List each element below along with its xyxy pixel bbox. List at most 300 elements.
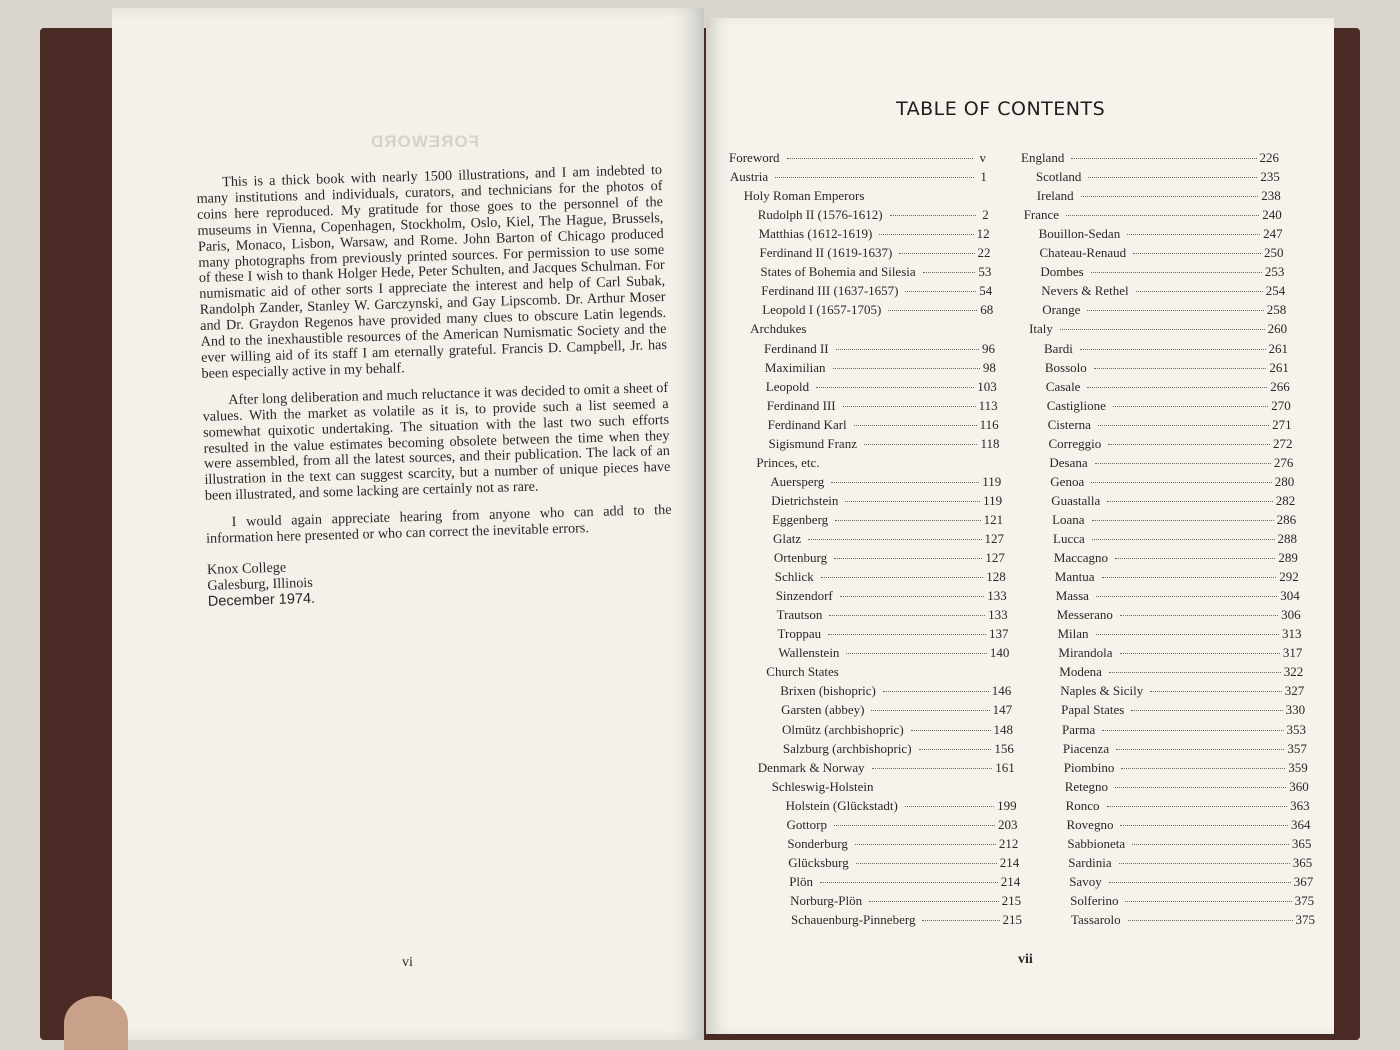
- toc-entry-page: 359: [1288, 759, 1308, 775]
- toc-leader-dots: [1094, 368, 1267, 369]
- toc-entry: [1045, 360, 1289, 376]
- toc-entry-label: Ferdinand III (1637-1657): [761, 283, 899, 299]
- toc-entry: [744, 188, 988, 204]
- toc-leader-dots: [1096, 596, 1277, 597]
- toc-entry: [1051, 493, 1295, 509]
- toc-entry-page: 289: [1278, 550, 1298, 566]
- toc-entry-page: 53: [978, 264, 992, 280]
- toc-entry-page: 238: [1261, 188, 1281, 204]
- toc-entry-page: 1: [980, 169, 987, 185]
- toc-entry-page: 133: [987, 588, 1007, 604]
- toc-leader-dots: [1092, 520, 1274, 521]
- toc-entry-label: Nevers & Rethel: [1041, 283, 1129, 299]
- toc-leader-dots: [1120, 653, 1280, 654]
- toc-entry: [766, 379, 997, 395]
- toc-entry-page: 375: [1295, 912, 1315, 927]
- toc-entry: [768, 417, 999, 433]
- toc-entry-page: 113: [978, 397, 998, 413]
- toc-leader-dots: [835, 520, 980, 521]
- toc-entry: [1063, 741, 1307, 757]
- toc-entry-page: 215: [1002, 912, 1022, 927]
- toc-leader-dots: [1150, 691, 1281, 692]
- toc-entry-label: Ferdinand III: [766, 397, 836, 413]
- toc-entry-page: 282: [1275, 492, 1296, 508]
- toc-entry-label: States of Bohemia and Silesia: [760, 264, 916, 280]
- toc-entry-page: 146: [991, 683, 1012, 699]
- toc-leader-dots: [1116, 749, 1284, 750]
- toc-leader-dots: [1108, 444, 1270, 445]
- toc-leader-dots: [1091, 272, 1262, 273]
- toc-leader-dots: [1120, 825, 1288, 826]
- toc-entry: [1024, 207, 1282, 223]
- toc-entry: [767, 398, 998, 414]
- toc-entry-page: 214: [999, 854, 1020, 870]
- toc-entry-page: 215: [1001, 892, 1022, 908]
- toc-leader-dots: [888, 310, 977, 311]
- toc-entry: [772, 512, 1003, 528]
- toc-entry: [1050, 474, 1294, 490]
- toc-entry: [1052, 512, 1296, 528]
- toc-entry-label: Bardi: [1044, 340, 1073, 356]
- toc-leader-dots: [890, 215, 976, 216]
- toc-entry-page: 253: [1264, 264, 1285, 280]
- toc-entry-page: 266: [1270, 378, 1290, 394]
- toc-entry-label: Genoa: [1050, 473, 1085, 489]
- toc-entry-label: Holstein (Glückstadt): [785, 797, 898, 813]
- toc-leader-dots: [820, 882, 998, 883]
- toc-entry: [771, 493, 1002, 509]
- toc-title: TABLE OF CONTENTS: [896, 98, 1106, 120]
- toc-entry-page: 121: [983, 511, 1004, 527]
- toc-leader-dots: [808, 539, 981, 540]
- toc-leader-dots: [840, 596, 984, 597]
- toc-entry-label: Holy Roman Emperors: [743, 188, 865, 204]
- toc-entry-label: Naples & Sicily: [1060, 683, 1144, 699]
- toc-entry-label: Messerano: [1056, 607, 1113, 623]
- toc-entry-label: Trautson: [776, 607, 823, 623]
- toc-entry-label: Ferdinand Karl: [767, 416, 847, 432]
- toc-leader-dots: [834, 558, 982, 559]
- toc-leader-dots: [899, 253, 974, 254]
- toc-entry-page: v: [979, 150, 986, 165]
- toc-entry-label: Sardinia: [1068, 854, 1112, 870]
- toc-leader-dots: [1136, 291, 1263, 292]
- toc-entry-page: 367: [1293, 873, 1314, 889]
- toc-leader-dots: [836, 349, 979, 350]
- signoff-line-2: Galesburg, Illinois: [207, 574, 313, 594]
- toc-entry-page: 270: [1271, 397, 1291, 413]
- toc-entry-page: 363: [1290, 797, 1310, 813]
- toc-entry-page: 272: [1273, 435, 1293, 451]
- toc-entry-label: Maximilian: [764, 359, 826, 375]
- toc-leader-dots: [855, 844, 996, 845]
- toc-entry: [758, 207, 989, 223]
- toc-entry-label: Ferdinand II (1619-1637): [759, 245, 893, 261]
- toc-entry-label: Milan: [1057, 626, 1089, 642]
- toc-entry-label: Salzburg (archbishopric): [782, 740, 912, 756]
- toc-entry-label: Rovegno: [1066, 816, 1114, 832]
- toc-entry-page: 148: [993, 721, 1013, 737]
- toc-entry-page: 317: [1282, 645, 1303, 661]
- toc-entry: [1039, 226, 1283, 242]
- toc-entry-page: 261: [1268, 340, 1288, 356]
- toc-entry-label: Church States: [766, 664, 839, 680]
- toc-entry-page: 235: [1260, 169, 1280, 185]
- toc-entry: [750, 321, 994, 337]
- toc-entry: [1029, 321, 1287, 337]
- toc-entry: [1042, 302, 1286, 318]
- toc-entry: [1047, 398, 1291, 414]
- toc-entry: [760, 264, 991, 280]
- toc-entry: [1061, 702, 1305, 718]
- toc-entry: [769, 436, 1000, 452]
- toc-entry-page: 357: [1287, 740, 1307, 756]
- toc-entry-page: 375: [1294, 892, 1315, 908]
- toc-leader-dots: [1088, 177, 1257, 178]
- toc-leader-dots: [1071, 158, 1256, 159]
- toc-entry-page: 322: [1283, 664, 1304, 680]
- toc-entry: [783, 741, 1014, 757]
- toc-entry-page: 280: [1274, 473, 1295, 489]
- toc-entry-label: Brixen (bishopric): [780, 683, 876, 699]
- toc-entry-page: 119: [983, 492, 1003, 508]
- toc-leader-dots: [1087, 310, 1263, 311]
- toc-entry-label: Ireland: [1036, 188, 1074, 204]
- toc-entry-label: Sabbioneta: [1067, 835, 1126, 851]
- toc-leader-dots: [1113, 406, 1268, 407]
- toc-entry: [1068, 855, 1312, 871]
- page-number-right: vii: [1018, 952, 1033, 967]
- toc-entry: [1049, 455, 1293, 471]
- toc-entry: [777, 607, 1008, 623]
- toc-entry-label: Guastalla: [1051, 492, 1101, 508]
- toc-leader-dots: [1080, 349, 1266, 350]
- toc-entry: [1044, 341, 1288, 357]
- toc-entry: [1049, 436, 1293, 452]
- toc-entry-label: Lucca: [1053, 531, 1085, 546]
- toc-entry-label: Gottorp: [786, 816, 827, 832]
- toc-entry-label: Massa: [1055, 588, 1089, 604]
- toc-entry-label: Ortenburg: [773, 550, 828, 566]
- toc-entry: [789, 874, 1020, 890]
- toc-entry-page: 212: [998, 835, 1019, 851]
- toc-leader-dots: [854, 425, 977, 426]
- toc-leader-dots: [883, 691, 989, 692]
- toc-entry-page: 214: [1000, 873, 1021, 889]
- thumb: [64, 996, 128, 1050]
- toc-entry-page: 292: [1279, 569, 1299, 585]
- toc-entry: [775, 569, 1006, 585]
- toc-entry: [1062, 722, 1306, 738]
- toc-entry-label: Maccagno: [1053, 550, 1109, 566]
- toc-entry-label: Ronco: [1065, 797, 1100, 813]
- toc-leader-dots: [1120, 615, 1278, 616]
- foreword-text: [196, 163, 674, 610]
- toc-entry: [791, 912, 1022, 928]
- toc-entry: [759, 226, 990, 242]
- toc-entry: [772, 779, 1016, 795]
- toc-entry: [730, 169, 987, 185]
- toc-entry: [1048, 417, 1292, 433]
- toc-entry: [1059, 664, 1303, 680]
- toc-entry-label: Troppau: [777, 626, 822, 642]
- toc-entry-label: Loana: [1052, 511, 1085, 527]
- toc-entry: [787, 836, 1018, 852]
- toc-entry-label: Dietrichstein: [771, 492, 839, 508]
- toc-entry-page: 306: [1281, 607, 1301, 623]
- toc-entry-page: 140: [989, 645, 1010, 661]
- toc-entry-page: 260: [1267, 321, 1288, 337]
- toc-entry-page: 365: [1292, 854, 1313, 870]
- toc-entry-page: 288: [1277, 531, 1297, 546]
- toc-entry-label: Leopold: [765, 378, 810, 394]
- toc-entry: [782, 722, 1013, 738]
- toc-entry: [729, 150, 986, 166]
- toc-leader-dots: [1132, 844, 1289, 845]
- toc-leader-dots: [845, 501, 980, 502]
- toc-entry-page: 364: [1291, 816, 1311, 832]
- toc-entry-page: 330: [1285, 702, 1306, 718]
- toc-leader-dots: [1119, 863, 1290, 864]
- toc-entry: [773, 531, 1004, 547]
- toc-entry: [1040, 245, 1284, 261]
- toc-entry-label: Correggio: [1048, 435, 1102, 451]
- toc-entry-label: Scotland: [1035, 169, 1082, 185]
- toc-entry: [1041, 283, 1285, 299]
- toc-leader-dots: [846, 653, 986, 654]
- toc-entry: [778, 645, 1009, 661]
- toc-entry-label: Parma: [1062, 721, 1096, 737]
- toc-entry: [788, 855, 1019, 871]
- ghost-heading: FOREWORD: [370, 132, 480, 151]
- toc-entry-page: 226: [1259, 150, 1279, 165]
- toc-entry-page: 156: [994, 740, 1014, 756]
- toc-entry-page: 22: [977, 245, 991, 261]
- toc-leader-dots: [879, 234, 973, 235]
- toc-entry-label: Garsten (abbey): [781, 702, 865, 718]
- toc-entry-label: Schleswig-Holstein: [771, 778, 874, 794]
- toc-entry: [776, 588, 1007, 604]
- toc-entry-page: 118: [980, 435, 1000, 451]
- toc-leader-dots: [905, 291, 976, 292]
- toc-leader-dots: [816, 387, 974, 388]
- toc-entry-label: Foreword: [729, 150, 780, 165]
- toc-leader-dots: [1095, 463, 1271, 464]
- toc-entry-page: 365: [1291, 835, 1312, 851]
- toc-leader-dots: [1109, 882, 1291, 883]
- toc-entry-page: 286: [1276, 511, 1297, 527]
- foreword-paragraph-3: I would again appreciate hearing from anyone who can add to the information here presented or who can correct the inevitable errors.: [205, 501, 672, 547]
- toc-entry: [1071, 912, 1315, 928]
- toc-entry-label: Denmark & Norway: [757, 759, 865, 775]
- toc-leader-dots: [1133, 253, 1261, 254]
- toc-entry: [1040, 264, 1284, 280]
- toc-entry-label: Modena: [1059, 664, 1102, 680]
- toc-entry-label: Auersperg: [770, 473, 825, 489]
- toc-entry-page: 116: [979, 416, 999, 432]
- toc-entry: [1057, 607, 1301, 623]
- toc-leader-dots: [1125, 901, 1291, 902]
- toc-leader-dots: [1115, 787, 1286, 788]
- toc-entry-page: 313: [1282, 626, 1302, 642]
- toc-entry: [786, 798, 1017, 814]
- toc-leader-dots: [775, 177, 974, 178]
- toc-leader-dots: [1087, 387, 1267, 388]
- toc-leader-dots: [869, 901, 999, 902]
- toc-entry-page: 203: [998, 816, 1018, 832]
- toc-entry-page: 54: [979, 283, 993, 299]
- toc-leader-dots: [1091, 482, 1272, 483]
- toc-leader-dots: [1102, 577, 1277, 578]
- toc-entry: [1055, 569, 1299, 585]
- toc-entry: [1070, 893, 1314, 909]
- toc-leader-dots: [1060, 329, 1265, 330]
- toc-entry: [758, 760, 1015, 776]
- toc-entry-label: Dombes: [1040, 264, 1084, 280]
- toc-leader-dots: [911, 730, 991, 731]
- toc-entry-page: 12: [976, 226, 990, 242]
- toc-entry-label: Bossolo: [1044, 359, 1087, 375]
- toc-entry-page: 161: [995, 759, 1015, 775]
- toc-entry: [765, 360, 996, 376]
- toc-leader-dots: [833, 368, 980, 369]
- toc-entry-label: Bouillon-Sedan: [1038, 226, 1121, 242]
- toc-entry-page: 360: [1289, 778, 1309, 794]
- toc-entry-page: 96: [982, 340, 995, 356]
- toc-leader-dots: [856, 863, 997, 864]
- toc-entry: [1066, 798, 1310, 814]
- toc-entry: [1067, 836, 1311, 852]
- toc-entry: [1056, 588, 1300, 604]
- toc-entry-label: Princes, etc.: [756, 454, 820, 470]
- toc-entry-label: Plön: [789, 873, 814, 889]
- toc-leader-dots: [828, 634, 986, 635]
- toc-entry-page: 258: [1266, 302, 1287, 318]
- toc-entry-label: Schlick: [774, 569, 814, 585]
- toc-entry-page: 147: [992, 702, 1013, 718]
- toc-entry-page: 261: [1269, 359, 1289, 375]
- toc-entry-page: 2: [982, 207, 989, 223]
- toc-leader-dots: [1131, 710, 1282, 711]
- toc-entry-page: 250: [1264, 245, 1284, 261]
- toc-entry: [762, 302, 993, 318]
- toc-leader-dots: [1107, 501, 1272, 502]
- toc-entry: [787, 817, 1018, 833]
- toc-entry: [761, 283, 992, 299]
- toc-entry-label: Wallenstein: [778, 645, 840, 661]
- toc-entry: [1064, 760, 1308, 776]
- toc-entry-label: Orange: [1042, 302, 1081, 318]
- toc-entry-page: 327: [1284, 683, 1305, 699]
- toc-leader-dots: [1081, 196, 1259, 197]
- toc-leader-dots: [1092, 539, 1275, 540]
- toc-entry-label: Castiglione: [1046, 397, 1106, 413]
- toc-entry: [1058, 626, 1302, 642]
- toc-entry: [1067, 817, 1311, 833]
- foreword-paragraph-1: This is a thick book with nearly 1500 illustrations, and I am indebted to many institutions and individuals, curators, and technicians for the photos of coins here reproduced. My gratitude for those goes to the personnel of the museums in Vienna, Copenhagen, Stockholm, Oslo, Kiel, The Hague, Brussels, Paris, Monaco, Lisbon, Warsaw, and Rome. John Barton of Chicago produced many photographs from previously printed sources. For permission to use some of these I wish to thank Holger Hede, Peter Schulten, and Jacques Schulman. For numismatic aid of other sorts I appreciate the interest and help of Carl Subak, Randolph Zander, Stanley W. Garczynski, and Gay Lipscomb. Dr. Arthur Moser and Dr. Graydon Regenos have provided many clues to obscure Latin legends. And to the inexhaustible resources of the American Numismatic Society and the ever willing aid of its staff I am eternally grateful. Francis D. Campbell, Jr. has been especially active in my behalf.: [196, 161, 668, 382]
- toc-leader-dots: [1096, 634, 1279, 635]
- toc-entry: [781, 702, 1012, 718]
- toc-entry: [764, 341, 995, 357]
- toc-entry: [774, 550, 1005, 566]
- toc-entry-label: Leopold I (1657-1705): [762, 302, 882, 318]
- toc-entry-page: 240: [1262, 207, 1282, 223]
- toc-entry-label: Matthias (1612-1619): [758, 226, 873, 242]
- toc-entry-page: 137: [989, 626, 1009, 642]
- toc-entry-page: 254: [1265, 283, 1286, 299]
- toc-entry: [1069, 874, 1313, 890]
- toc-entry-label: Solferino: [1070, 892, 1119, 908]
- toc-leader-dots: [923, 272, 976, 273]
- toc-entry: [1058, 645, 1302, 661]
- foreword-paragraph-2: After long deliberation and much reluctance it was decided to omit a sheet of values. With the market as volatile as it is, to provide such a list seemed a somewhat quixotic undertaking. The situation with the last two such efforts resulted in the value estimates becoming obsolete between the time when they were assembled, from all the latest sources, and their publication. The lack of an illustration in the text can suggest scarcity, but a number of unique pieces have been illustrated, and some lacking are certainly not as rare.: [202, 379, 671, 505]
- toc-entry: [778, 626, 1009, 642]
- toc-entry-page: 119: [982, 473, 1002, 489]
- toc-entry-label: Retegno: [1064, 778, 1109, 794]
- toc-leader-dots: [1127, 234, 1260, 235]
- toc-entry-page: 304: [1280, 588, 1300, 604]
- toc-entry-page: 199: [997, 797, 1017, 813]
- toc-entry: [756, 455, 1000, 471]
- toc-entry-label: Glücksburg: [788, 854, 849, 870]
- toc-entry: [1021, 150, 1279, 166]
- toc-entry-label: England: [1021, 150, 1065, 165]
- toc-leader-dots: [871, 710, 989, 711]
- toc-entry-label: Eggenberg: [772, 511, 829, 527]
- toc-entry-label: Glatz: [773, 531, 802, 546]
- toc-entry-label: Rudolph II (1576-1612): [757, 207, 883, 223]
- toc-entry-page: 353: [1286, 721, 1306, 737]
- toc-leader-dots: [1102, 730, 1283, 731]
- toc-entry-page: 68: [980, 302, 994, 318]
- signoff-line-3: December 1974.: [207, 590, 316, 610]
- toc-entry-label: Mirandola: [1058, 645, 1113, 661]
- toc-entry-label: Sinzendorf: [775, 588, 833, 604]
- toc-entry: [1053, 531, 1297, 547]
- toc-entry-page: 133: [988, 607, 1008, 623]
- toc-entry-label: Olmütz (archbishopric): [782, 721, 904, 737]
- toc-entry-label: France: [1023, 207, 1060, 223]
- toc-leader-dots: [1109, 672, 1281, 673]
- toc-leader-dots: [905, 806, 994, 807]
- signoff-line-1: Knox College: [206, 559, 287, 578]
- toc-entry-page: 271: [1272, 416, 1292, 432]
- toc-entry-label: Archdukes: [750, 321, 807, 337]
- toc-leader-dots: [843, 406, 976, 407]
- toc-leader-dots: [872, 768, 993, 769]
- toc-entry: [1065, 779, 1309, 795]
- toc-entry-label: Austria: [729, 169, 769, 185]
- toc-entry: [760, 245, 991, 261]
- toc-entry-label: Papal States: [1061, 702, 1125, 718]
- toc-leader-dots: [1115, 558, 1275, 559]
- toc-leader-dots: [834, 825, 995, 826]
- toc-entry: [780, 683, 1011, 699]
- toc-leader-dots: [1107, 806, 1288, 807]
- toc-entry-label: Ferdinand II: [764, 340, 829, 356]
- toc-entry-page: 98: [982, 359, 996, 375]
- toc-entry-label: Casale: [1045, 378, 1081, 394]
- toc-entry-label: Piacenza: [1062, 740, 1110, 756]
- toc-leader-dots: [831, 482, 979, 483]
- toc-entry-label: Chateau-Renaud: [1039, 245, 1127, 261]
- toc-leader-dots: [922, 920, 999, 921]
- toc-entry-label: Schauenburg-Pinneberg: [791, 912, 916, 927]
- toc-entry: [1060, 683, 1304, 699]
- toc-entry-label: Sonderburg: [787, 835, 848, 851]
- toc-entry: [1036, 169, 1280, 185]
- toc-entry-label: Norburg-Plön: [790, 892, 863, 908]
